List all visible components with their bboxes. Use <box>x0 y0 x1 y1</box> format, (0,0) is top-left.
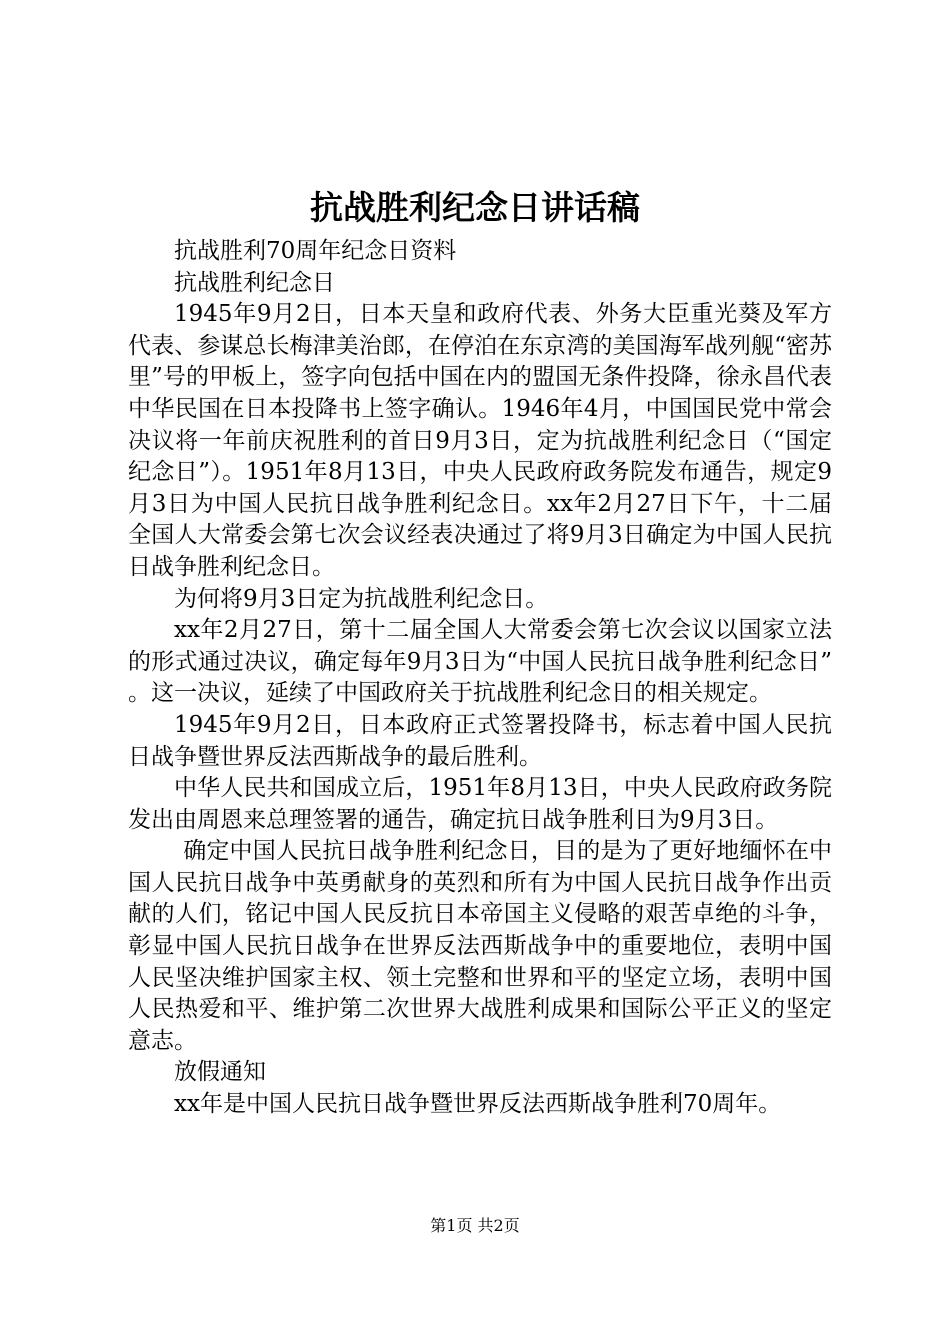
paragraph-surrender: 1945年9月2日，日本政府正式签署投降书，标志着中国人民抗日战争暨世界反法西斯战争的最后胜利。 <box>128 711 832 770</box>
paragraph-history: 1945年9月2日，日本天皇和政府代表、外务大臣重光葵及军方代表、参谋总长梅津美治郎，在停泊在东京湾的美国海军战列舰“密苏里”号的甲板上，签字向包括中国在内的盟国无条件投降，徐永昌代表中华民国在日本投降书上签字确认。1946年4月，中国国民党中常会决议将一年前庆祝胜利的首日9月3日，定为抗战胜利纪念日（“国定纪念日”）。1951年8月13日，中央人民政府政务院发布通告，规定9月3日为中国人民抗日战争胜利纪念日。xx年2月27日下午，十二届全国人大常委会第七次会议经表决通过了将9月3日确定为中国人民抗日战争胜利纪念日。 <box>128 301 832 580</box>
paragraph-anniversary: xx年是中国人民抗日战争暨世界反法西斯战争胜利70周年。 <box>174 1091 782 1118</box>
document-body <box>128 236 832 1121</box>
paragraph-purpose: 确定中国人民抗日战争胜利纪念日，目的是为了更好地缅怀在中国人民抗日战争中英勇献身的英烈和所有为中国人民抗日战争作出贡献的人们，铭记中国人民反抗日本帝国主义侵略的艰苦卓绝的斗争，彰显中国人民抗日战争在世界反法西斯战争中的重要地位，表明中国人民坚决维护国家主权、领土完整和世界和平的坚定立场，表明中国人民热爱和平、维护第二次世界大战胜利成果和国际公平正义的坚定意志。 <box>128 838 832 1054</box>
document-title: 抗战胜利纪念日讲话稿 <box>310 188 640 227</box>
paragraph-holiday-heading: 放假通知 <box>174 1059 266 1086</box>
paragraph-question: 为何将9月3日定为抗战胜利纪念日。 <box>174 585 549 612</box>
paragraph-legislation: xx年2月27日，第十二届全国人大常委会第七次会议以国家立法的形式通过决议，确定每年9月3日为“中国人民抗日战争胜利纪念日”。这一决议，延续了中国政府关于抗战胜利纪念日的相关规定。 <box>128 617 832 707</box>
page-footer: 第1页 共2页 <box>430 1216 520 1235</box>
paragraph-prc-notice: 中华人民共和国成立后，1951年8月13日，中央人民政府政务院发出由周恩来总理签署的通告，确定抗日战争胜利日为9月3日。 <box>128 775 832 833</box>
paragraph-heading: 抗战胜利纪念日 <box>174 269 335 296</box>
paragraph-subtitle: 抗战胜利70周年纪念日资料 <box>174 238 457 264</box>
